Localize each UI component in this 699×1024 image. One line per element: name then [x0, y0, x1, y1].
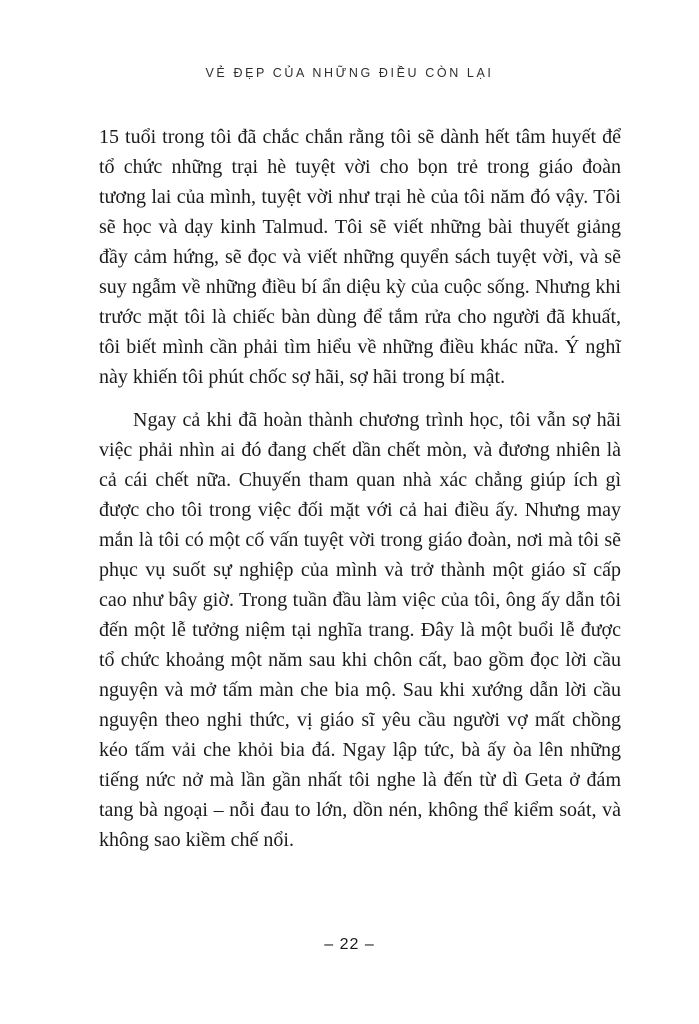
body-paragraph: 15 tuổi trong tôi đã chắc chắn rằng tôi sẽ dành hết tâm huyết để tổ chức những trại hè tuyệt vời cho bọn trẻ trong giáo đoàn tương lai của mình, tuyệt vời như trại hè của tôi năm đó vậy. Tôi sẽ học và dạy kinh Talmud. Tôi sẽ viết những bài thuyết giảng đầy cảm hứng, sẽ đọc và viết những quyển sách tuyệt vời, và sẽ suy ngẫm về những điều bí ẩn diệu kỳ của cuộc sống. Nhưng khi trước mặt tôi là chiếc bàn dùng để tắm rửa cho người đã khuất, tôi biết mình cần phải tìm hiểu về những điều khác nữa. Ý nghĩ này khiến tôi phút chốc sợ hãi, sợ hãi trong bí mật. [99, 126, 621, 388]
page-body [99, 122, 621, 855]
running-header: VẺ ĐẸP CỦA NHỮNG ĐIỀU CÒN LẠI [205, 66, 494, 80]
body-paragraph: Ngay cả khi đã hoàn thành chương trình học, tôi vẫn sợ hãi việc phải nhìn ai đó đang chết dần chết mòn, và đương nhiên là cả cái chết nữa. Chuyến tham quan nhà xác chẳng giúp ích gì được cho tôi trong việc đối mặt với cả hai điều ấy. Nhưng may mắn là tôi có một cố vấn tuyệt vời trong giáo đoàn, nơi mà tôi sẽ phục vụ suốt sự nghiệp của mình và trở thành một giáo sĩ cấp cao như bây giờ. Trong tuần đầu làm việc của tôi, ông ấy dẫn tôi đến một lễ tưởng niệm tại nghĩa trang. Đây là một buổi lễ được tổ chức khoảng một năm sau khi chôn cất, bao gồm đọc lời cầu nguyện và mở tấm màn che bia mộ. Sau khi xướng dẫn lời cầu nguyện theo nghi thức, vị giáo sĩ yêu cầu người vợ mất chồng kéo tấm vải che khỏi bia đá. Ngay lập tức, bà ấy òa lên những tiếng nức nở mà lần gần nhất tôi nghe là đến từ dì Geta ở đám tang bà ngoại – nỗi đau to lớn, dồn nén, không thể kiểm soát, và không sao kiềm chế nổi. [99, 409, 621, 851]
page-number: – 22 – [324, 936, 375, 953]
